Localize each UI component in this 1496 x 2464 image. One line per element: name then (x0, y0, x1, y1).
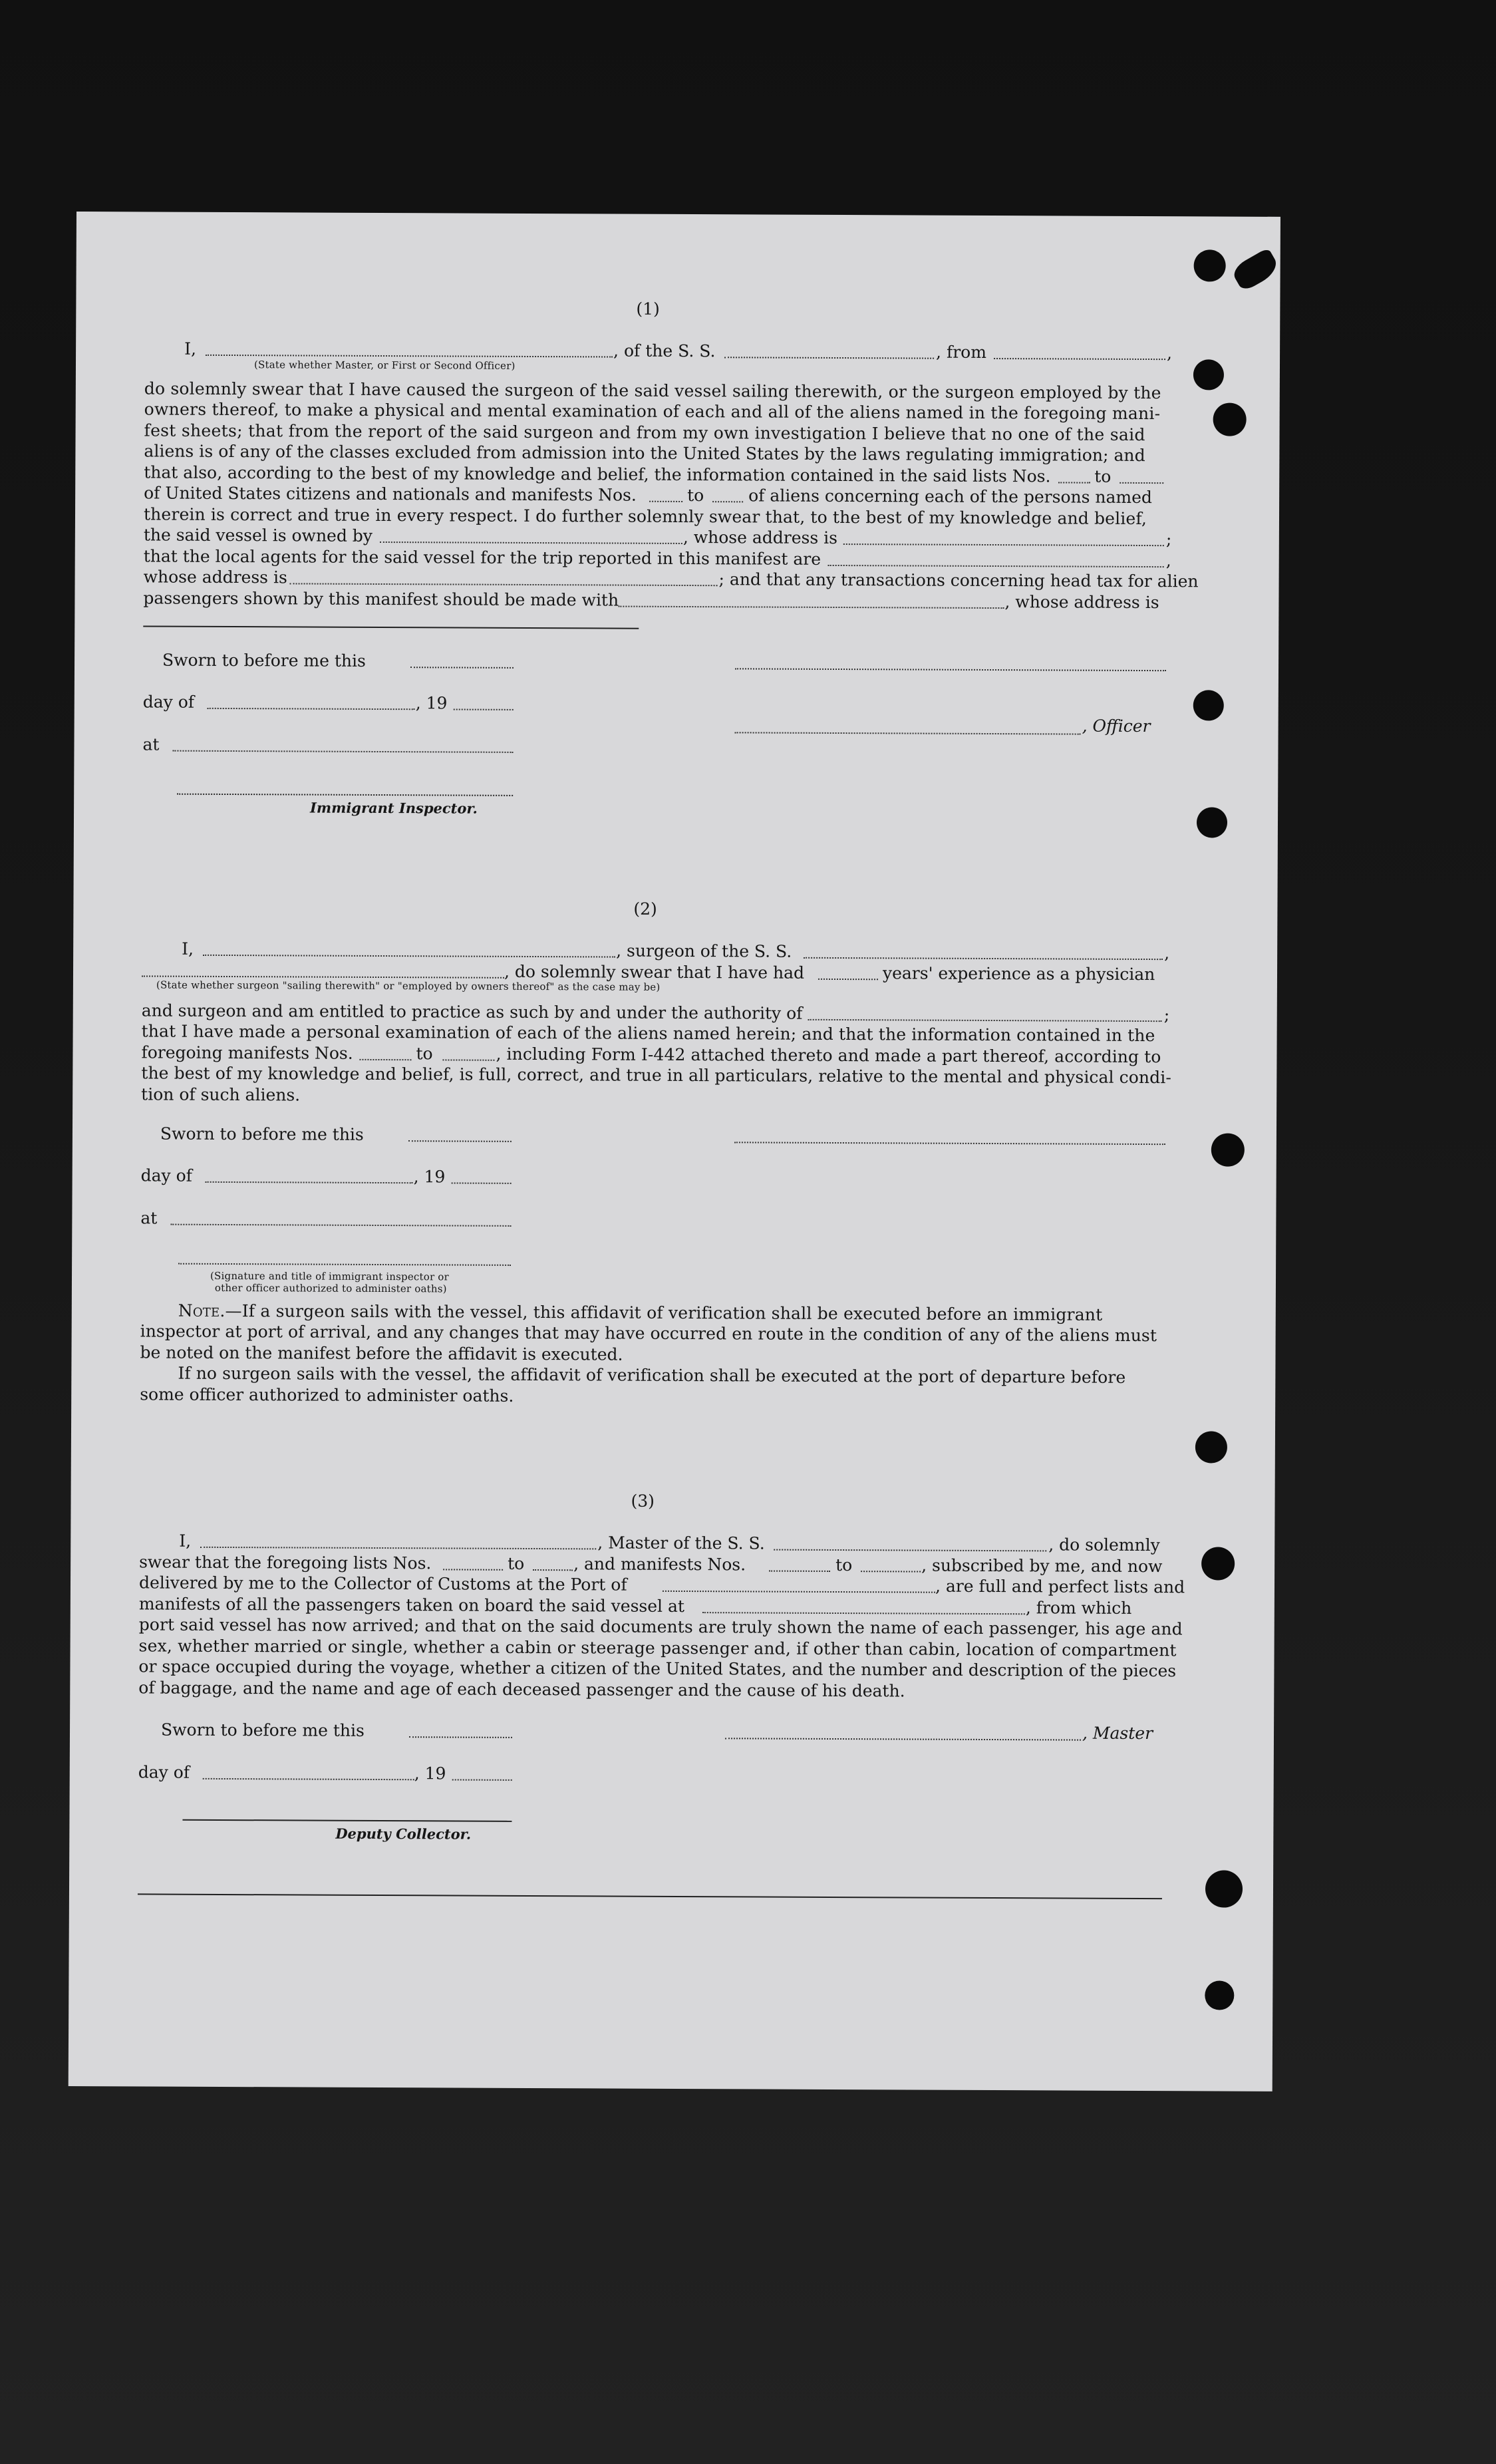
s1-semicolon: ; (1165, 530, 1172, 549)
punch-hole (1193, 690, 1224, 720)
s1-comma: , (1165, 551, 1171, 571)
s1-sworn: Sworn to before me this (162, 650, 366, 671)
s1-body-line: of United States citizens and nationals and manifests Nos. (144, 483, 637, 505)
s3-body-line: or space occupied during the voyage, whether a citizen of the United States, and the number and description of the pieces (138, 1656, 1177, 1681)
s2-to: to (416, 1044, 433, 1064)
s1-body-line: fest sheets; that from the report of the said surgeon and from my own investigation I believe that no one of the said (144, 420, 1145, 445)
s3-lists-from-line (443, 1569, 503, 1570)
s2-line1-end: , (1164, 943, 1170, 963)
s2-signature-note: (Signature and title of immigrant inspector or (210, 1269, 449, 1283)
s1-inspector-label: Immigrant Inspector. (310, 799, 478, 817)
s3-collector-label: Deputy Collector. (335, 1825, 472, 1843)
s1-at: at (142, 734, 160, 754)
section-1-heading: (1) (636, 299, 660, 319)
s2-name-line (203, 955, 615, 958)
s1-sworn-day-line (410, 667, 514, 669)
s3-year-line (452, 1779, 512, 1780)
s2-day-of: day of (140, 1165, 193, 1185)
s1-head-tax: ; and that any transactions concerning head tax for alien (718, 569, 1199, 591)
s2-line1-prefix: I, (182, 939, 194, 959)
s3-and-manifests: , and manifests Nos. (573, 1554, 746, 1575)
s1-agents-line (828, 565, 1164, 567)
s2-vessel-line (804, 957, 1163, 960)
punch-hole (1197, 807, 1227, 838)
s2-semicolon: ; (1163, 1005, 1170, 1025)
s3-day-of: day of (138, 1762, 190, 1782)
s2-manifests-to-line (442, 1059, 494, 1060)
s3-master-label: , Master (1082, 1723, 1153, 1744)
punch-hole (1194, 249, 1226, 281)
s3-body-line: sex, whether married or single, whether a cabin or steerage passenger and, if other than cabin, location of compartment (138, 1636, 1177, 1660)
s1-body-line: do solemnly swear that I have caused the surgeon of the said vessel sailing therewith, or the surgeon employed by the (144, 379, 1161, 403)
s1-from-line (994, 358, 1165, 360)
s1-whose-address: , whose address is (682, 527, 838, 547)
s3-body-line: manifests of all the passengers taken on board the said vessel at (138, 1594, 685, 1617)
s3-body-line: of baggage, and the name and age of each deceased passenger and the cause of his death. (138, 1678, 905, 1701)
s1-master-note: (State whether Master, or First or Second Officer) (253, 359, 516, 372)
s1-whose-address: , whose address is (1004, 592, 1159, 613)
s1-address-line (143, 625, 639, 629)
s3-boarded-line (702, 1612, 1025, 1615)
s3-month-line (203, 1778, 414, 1780)
s1-body-line: therein is correct and true in every respect. I do further solemnly swear that, to the best of my knowledge and belief, (143, 504, 1147, 529)
s1-aliens-concerning: of aliens concerning each of the persons named (748, 486, 1152, 508)
punch-hole (1211, 1133, 1245, 1166)
s2-at-line (170, 1224, 511, 1227)
s1-month-line (208, 708, 415, 710)
s1-officer-label: , Officer (1082, 716, 1151, 736)
section-2-heading: (2) (633, 899, 657, 919)
s1-agents-address-line (290, 583, 718, 586)
s1-line1-prefix: I, (184, 339, 196, 359)
s2-note-text: —If a surgeon sails with the vessel, this affidavit of verification shall be executed before an immigrant (225, 1301, 1103, 1324)
s2-sworn-day-line (408, 1140, 512, 1142)
torn-corner (1230, 247, 1281, 292)
s2-sworn: Sworn to before me this (160, 1124, 364, 1144)
s2-note-label: Note. (178, 1301, 225, 1320)
s2-inspector-line (178, 1263, 511, 1266)
s1-vessel-line (724, 357, 934, 359)
s2-form: , including Form I-442 attached thereto and made a part thereof, according to (496, 1044, 1161, 1067)
s2-swear: , do solemnly swear that I have had (504, 961, 805, 983)
s1-manifests-from-line (649, 501, 682, 502)
s2-authority-line (808, 1019, 1162, 1022)
punch-hole (1205, 1980, 1234, 2010)
s2-note-line: be noted on the manifest before the affidavit is executed. (140, 1342, 623, 1364)
s1-at-line (172, 750, 513, 753)
s1-body-line: that also, according to the best of my knowledge and belief, the information contained in the said lists Nos. (144, 462, 1051, 486)
punch-hole (1201, 1547, 1235, 1580)
s3-name-line (200, 1547, 596, 1550)
s2-year-line (452, 1182, 512, 1183)
punch-hole (1195, 1431, 1227, 1463)
s1-body-line: the said vessel is owned by (143, 525, 373, 545)
s1-year: , 19 (415, 693, 448, 713)
s3-port-line (663, 1591, 935, 1593)
section-3-heading: (3) (631, 1491, 655, 1511)
s3-subscribed: , subscribed by me, and now (921, 1555, 1163, 1577)
s3-full-lists: , are full and perfect lists and (935, 1576, 1185, 1597)
s1-body-line: passengers shown by this manifest should be made with (143, 588, 619, 610)
s3-master-of: , Master of the S. S. (597, 1533, 765, 1553)
s2-surgeon-note: (State whether surgeon "sailing therewith" or "employed by owners thereof" as the case may be) (156, 979, 661, 993)
s3-from-which: , from which (1025, 1598, 1132, 1618)
bottom-rule (138, 1893, 1162, 1899)
s1-line1-end: , (1167, 343, 1173, 363)
s2-body-line: the best of my knowledge and belief, is full, correct, and true in all particulars, relative to the mental and physical condi- (141, 1063, 1171, 1088)
s2-signature-line (734, 1142, 1165, 1145)
s3-vessel-line (774, 1549, 1046, 1552)
s1-to: to (1094, 466, 1112, 486)
s1-body-line: aliens is of any of the classes excluded from admission into the United States by the laws regulating immigration; and (144, 441, 1145, 466)
s2-signature-note: other officer authorized to administer oaths) (214, 1281, 447, 1295)
s3-to: to (508, 1553, 525, 1573)
s3-master-line (725, 1738, 1081, 1740)
s3-body-line: delivered by me to the Collector of Customs at the Port of (138, 1573, 627, 1595)
s2-body-line: that I have made a personal examination of each of the aliens named herein; and that the information contained in the (141, 1021, 1155, 1046)
s2-body-line: tion of such aliens. (141, 1084, 301, 1105)
s2-experience: years' experience as a physician (882, 963, 1155, 985)
s2-years-line (818, 979, 878, 980)
s1-line1-from: , from (936, 342, 987, 362)
s1-to: to (687, 486, 704, 506)
s3-year: , 19 (414, 1764, 446, 1783)
s1-owner-line (380, 541, 682, 544)
s3-body-line: swear that the foregoing lists Nos. (139, 1552, 432, 1573)
punch-hole (1193, 359, 1224, 390)
s1-owner-address-line (843, 543, 1164, 546)
s2-note-line: If no surgeon sails with the vessel, the affidavit of verification shall be executed at the port of departure before (178, 1363, 1126, 1387)
s1-lists-from-line (1058, 482, 1090, 483)
s3-body-line: port said vessel has now arrived; and that on the said documents are truly shown the name of each passenger, his age and (138, 1615, 1183, 1639)
s2-body-line: foregoing manifests Nos. (141, 1042, 353, 1063)
s3-line1-prefix: I, (179, 1531, 192, 1551)
s1-signature-line (735, 668, 1166, 671)
s1-body-line: that the local agents for the said vessel for the trip reported in this manifest are (143, 546, 822, 569)
s1-day-of: day of (142, 692, 195, 712)
s2-year: , 19 (413, 1167, 446, 1187)
s2-month-line (206, 1181, 413, 1183)
punch-hole (1205, 1870, 1243, 1907)
s1-manifests-to-line (712, 501, 743, 502)
s3-collector-line (182, 1819, 512, 1822)
s1-body-line: whose address is (143, 567, 287, 587)
manifest-page (69, 212, 1280, 2091)
s2-surgeon-of: , surgeon of the S. S. (616, 941, 792, 961)
s3-lists-to-line (533, 1569, 573, 1571)
s3-line1-end: , do solemnly (1048, 1535, 1160, 1555)
s1-inspector-line (177, 794, 513, 796)
s1-lists-to-line (1120, 482, 1163, 484)
s2-status-line (142, 975, 504, 978)
s2-note-line: inspector at port of arrival, and any changes that may have occurred en route in the condition of any of the aliens must (140, 1321, 1157, 1346)
s1-body-line: owners thereof, to make a physical and mental examination of each and all of the aliens named in the foregoing mani- (144, 399, 1161, 424)
s3-manifests-from-line (769, 1571, 830, 1572)
s1-name-line (206, 355, 613, 358)
s2-manifests-from-line (359, 1059, 411, 1060)
s1-officer-line (735, 732, 1081, 734)
s3-manifests-to-line (861, 1571, 921, 1572)
s2-note-line: some officer authorized to administer oaths. (140, 1384, 514, 1406)
s1-head-tax-line (618, 606, 1004, 609)
punch-hole (1213, 402, 1247, 436)
s2-body-line: and surgeon and am entitled to practice as such by and under the authority of (141, 1001, 803, 1023)
s3-sworn-day-line (409, 1736, 512, 1738)
s1-year-line (454, 708, 514, 710)
s3-to: to (835, 1555, 853, 1575)
s3-sworn: Sworn to before me this (160, 1720, 365, 1740)
s2-at: at (140, 1208, 158, 1228)
s1-line1-of-ss: , of the S. S. (613, 341, 716, 361)
